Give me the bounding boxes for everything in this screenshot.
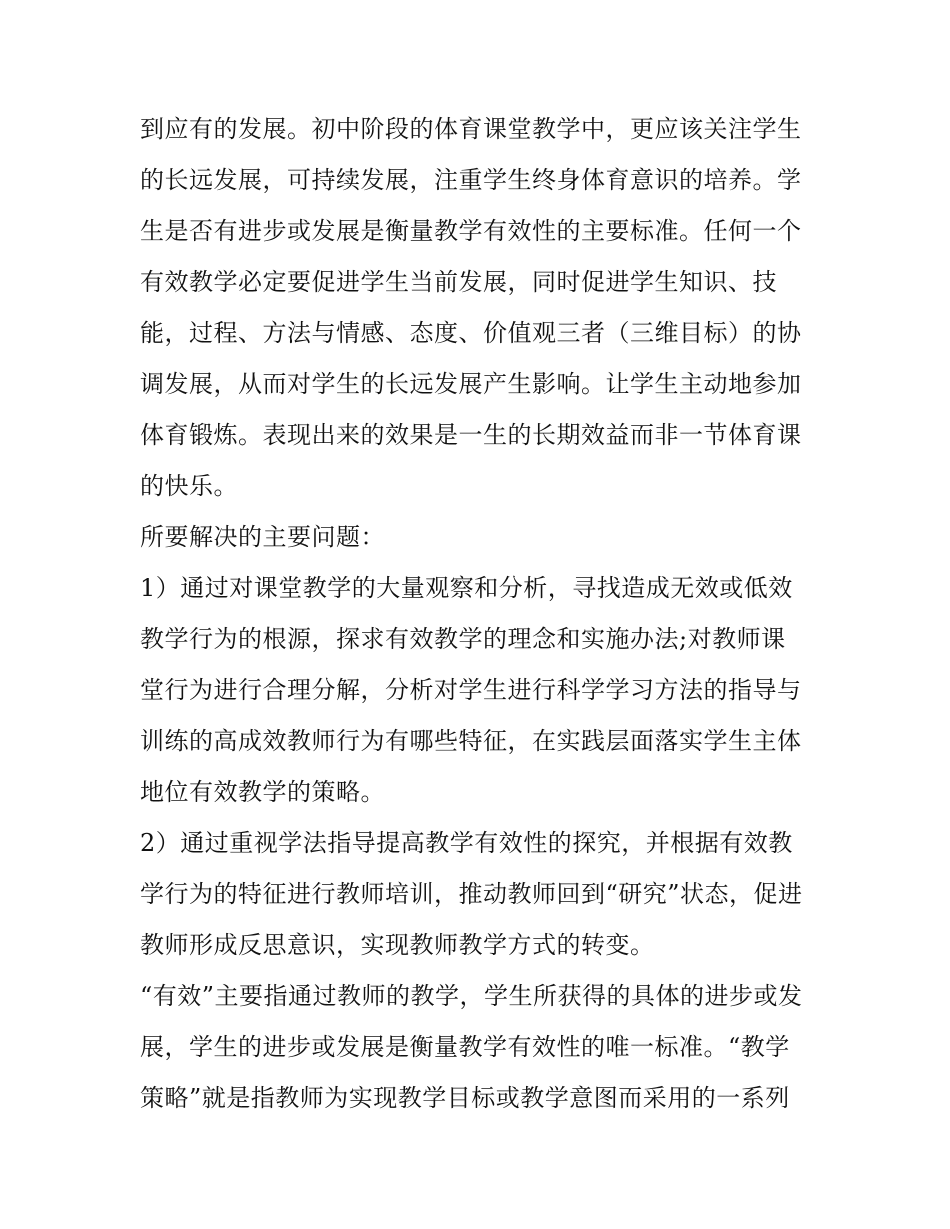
text-line: 所要解决的主要问题： — [140, 523, 385, 551]
document-body — [140, 104, 812, 1124]
text-line: 的快乐。 — [140, 472, 238, 500]
paragraph-definition — [140, 971, 812, 1124]
text-line: 生是否有进步或发展是衡量教学有效性的主要标准。任何一个 — [140, 217, 802, 245]
text-line: 体育锻炼。表现出来的效果是一生的长期效益而非一节体育课 — [140, 421, 802, 449]
text-line: 有效教学必定要促进学生当前发展，同时促进学生知识、技 — [140, 268, 777, 296]
text-line: 策略”就是指教师为实现教学目标或教学意图而采用的一系列 — [140, 1084, 790, 1112]
text-line: 调发展，从而对学生的长远发展产生影响。让学生主动地参加 — [140, 370, 802, 398]
text-line: 的长远发展，可持续发展，注重学生终身体育意识的培养。学 — [140, 166, 802, 194]
text-line: 训练的高成效教师行为有哪些特征，在实践层面落实学生主体 — [140, 727, 802, 755]
list-item-1 — [140, 563, 812, 818]
text-line: 到应有的发展。初中阶段的体育课堂教学中，更应该关注学生 — [140, 115, 802, 143]
text-line: 地位有效教学的策略。 — [140, 778, 385, 806]
section-heading-main-problems — [140, 512, 812, 563]
text-line: 能，过程、方法与情感、态度、价值观三者（三维目标）的协 — [140, 319, 802, 347]
text-line: 2）通过重视学法指导提高教学有效性的探究，并根据有效教 — [140, 829, 793, 857]
text-line: 堂行为进行合理分解，分析对学生进行科学学习方法的指导与 — [140, 676, 802, 704]
text-line: 展，学生的进步或发展是衡量教学有效性的唯一标准。“教学 — [140, 1033, 790, 1061]
text-line: 教师形成反思意识，实现教师教学方式的转变。 — [140, 931, 655, 959]
text-line: 学行为的特征进行教师培训，推动教师回到“研究”状态，促进 — [140, 880, 803, 908]
text-line: 1）通过对课堂教学的大量观察和分析，寻找造成无效或低效 — [140, 574, 793, 602]
text-line: 教学行为的根源，探求有效教学的理念和实施办法;对教师课 — [140, 625, 786, 653]
list-item-2 — [140, 818, 812, 971]
text-line: “有效”主要指通过教师的教学，学生所获得的具体的进步或发 — [140, 982, 803, 1010]
paragraph-development — [140, 104, 812, 512]
